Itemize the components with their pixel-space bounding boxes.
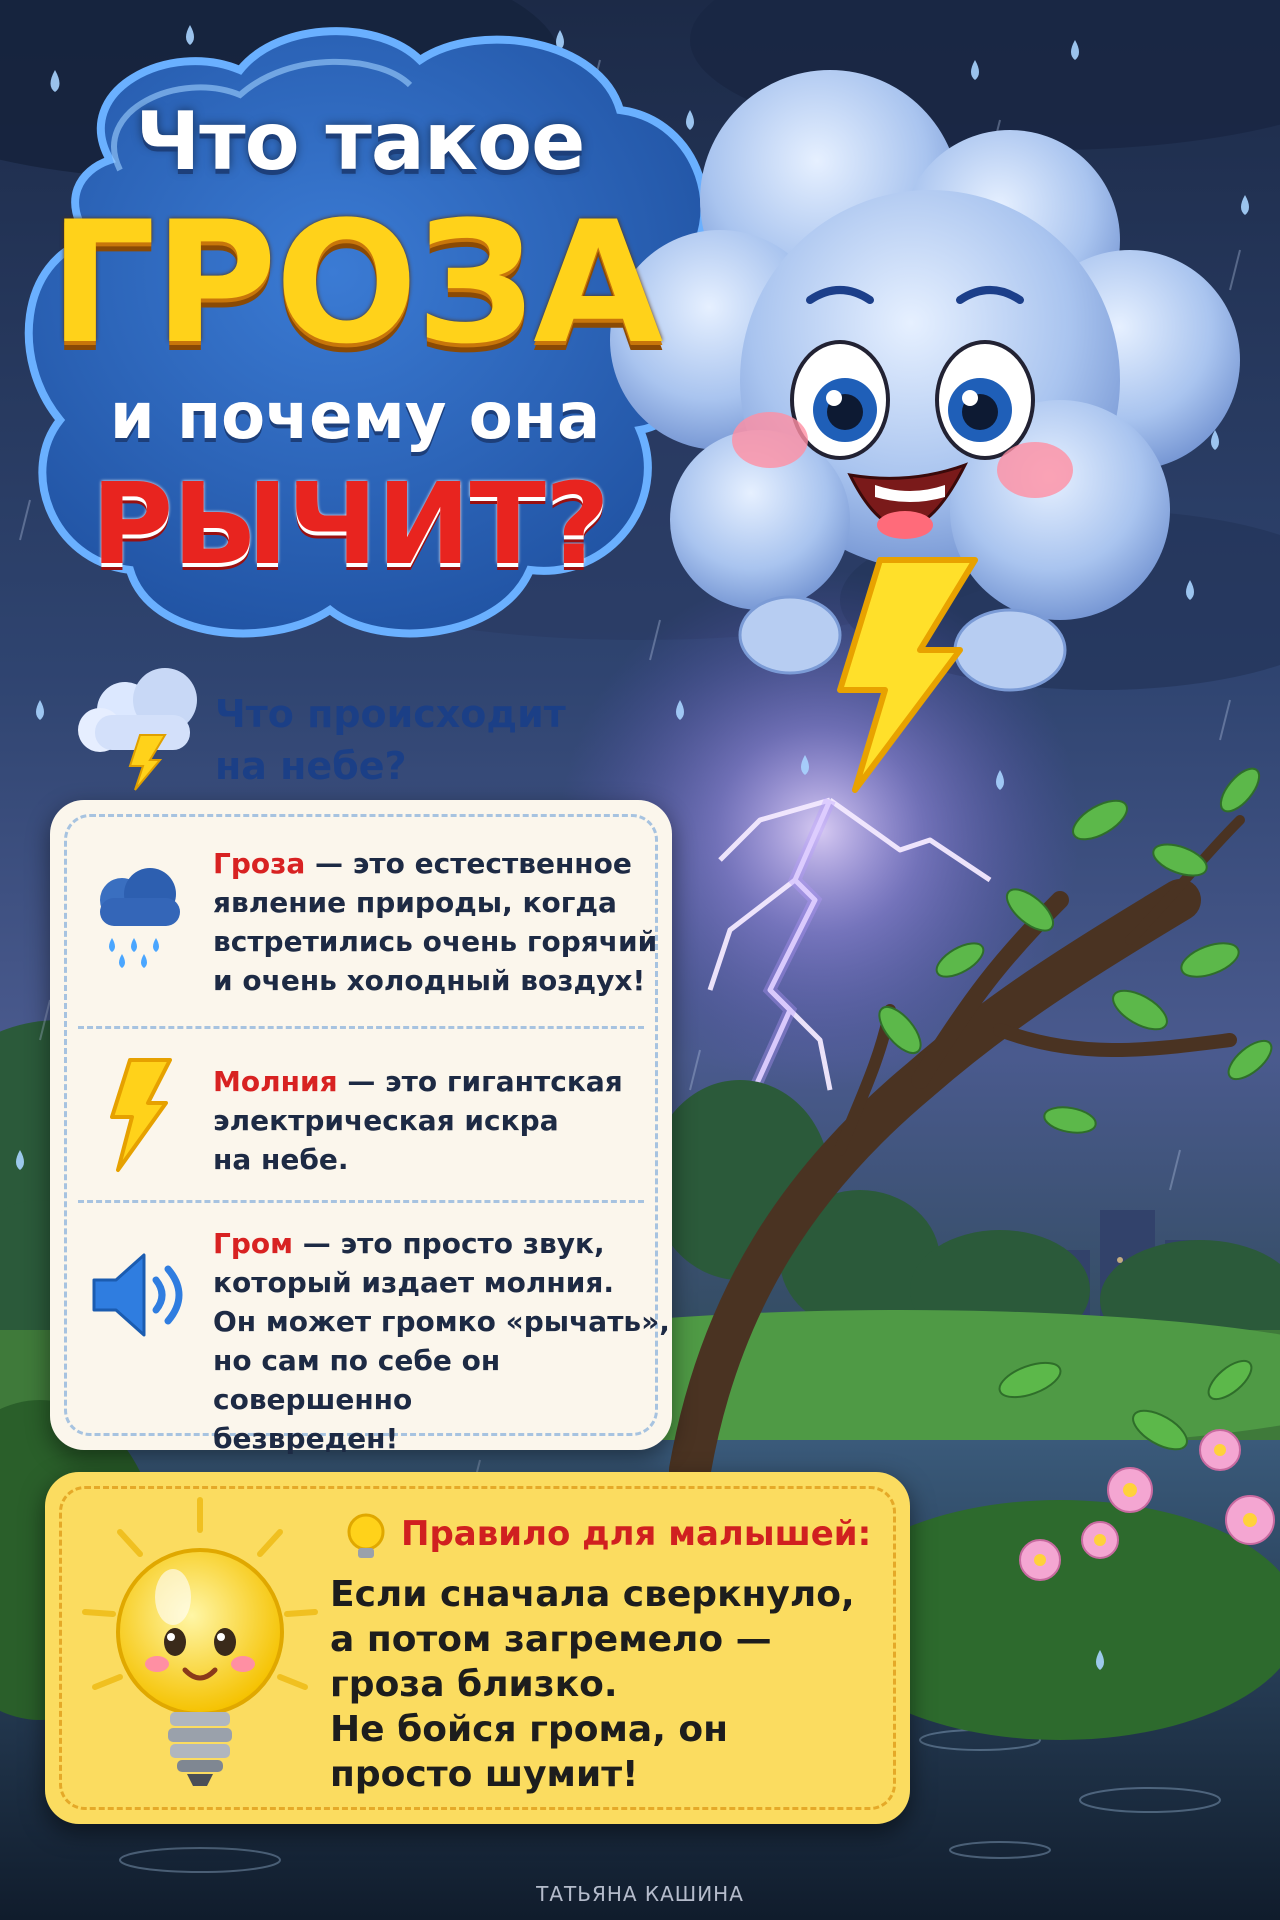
rule-line-3: гроза близко. — [330, 1664, 618, 1705]
fact-thunder-term: Гром — [213, 1227, 294, 1260]
small-bulb-icon — [341, 1510, 391, 1566]
subheading-line-1: Что происходит — [215, 692, 566, 736]
rule-card — [45, 1472, 910, 1824]
rule-line-5: просто шумит! — [330, 1754, 639, 1795]
author-credit: ТАТЬЯНА КАШИНА — [536, 1882, 744, 1906]
divider — [78, 1200, 644, 1203]
fact-lightning-term: Молния — [213, 1065, 338, 1098]
fact-storm-line-3: встретились очень горячий — [213, 925, 658, 958]
poster-title — [0, 0, 760, 680]
fact-thunder-line-4: но сам по себе он совершенно — [213, 1344, 501, 1416]
rain-cloud-icon — [82, 860, 192, 970]
lightning-icon — [100, 1055, 180, 1175]
title-line-1: Что такое — [135, 95, 585, 188]
fact-lightning-text — [213, 1062, 683, 1179]
title-line-4: РЫЧИТ? — [91, 460, 609, 590]
title-line-2: ГРОЗА — [48, 185, 662, 381]
subheading-line-2: на небе? — [215, 744, 407, 788]
fact-thunder-line-5: безвреден! — [213, 1422, 399, 1455]
fact-thunder-line-2: который издает молния. — [213, 1266, 615, 1299]
facts-card — [50, 800, 672, 1455]
rule-line-1: Если сначала сверкнуло, — [330, 1574, 855, 1615]
fact-thunder-text — [213, 1224, 683, 1458]
fact-storm-line-1: — это естественное — [315, 847, 632, 880]
rule-text — [330, 1572, 855, 1797]
rule-line-4: Не бойся грома, он — [330, 1709, 729, 1750]
fact-storm-text — [213, 844, 683, 1000]
fact-lightning-line-2: электрическая искра — [213, 1104, 559, 1137]
fact-storm-line-4: и очень холодный воздух! — [213, 964, 646, 997]
fact-storm-line-2: явление природы, когда — [213, 886, 617, 919]
fact-thunder-line-1: — это просто звук, — [302, 1227, 605, 1260]
fact-thunder-line-3: Он может громко «рычать», — [213, 1305, 670, 1338]
lightbulb-icon — [65, 1492, 335, 1812]
fact-storm-term: Гроза — [213, 847, 306, 880]
subheading — [215, 688, 566, 792]
title-line-3: и почему она — [109, 380, 601, 454]
fact-lightning-line-3: на небе. — [213, 1143, 349, 1176]
speaker-icon — [86, 1245, 196, 1345]
fact-lightning-line-1: — это гигантская — [347, 1065, 623, 1098]
rule-title: Правило для малышей: — [401, 1514, 872, 1554]
rule-line-2: а потом загремело — — [330, 1619, 772, 1660]
divider — [78, 1026, 644, 1029]
